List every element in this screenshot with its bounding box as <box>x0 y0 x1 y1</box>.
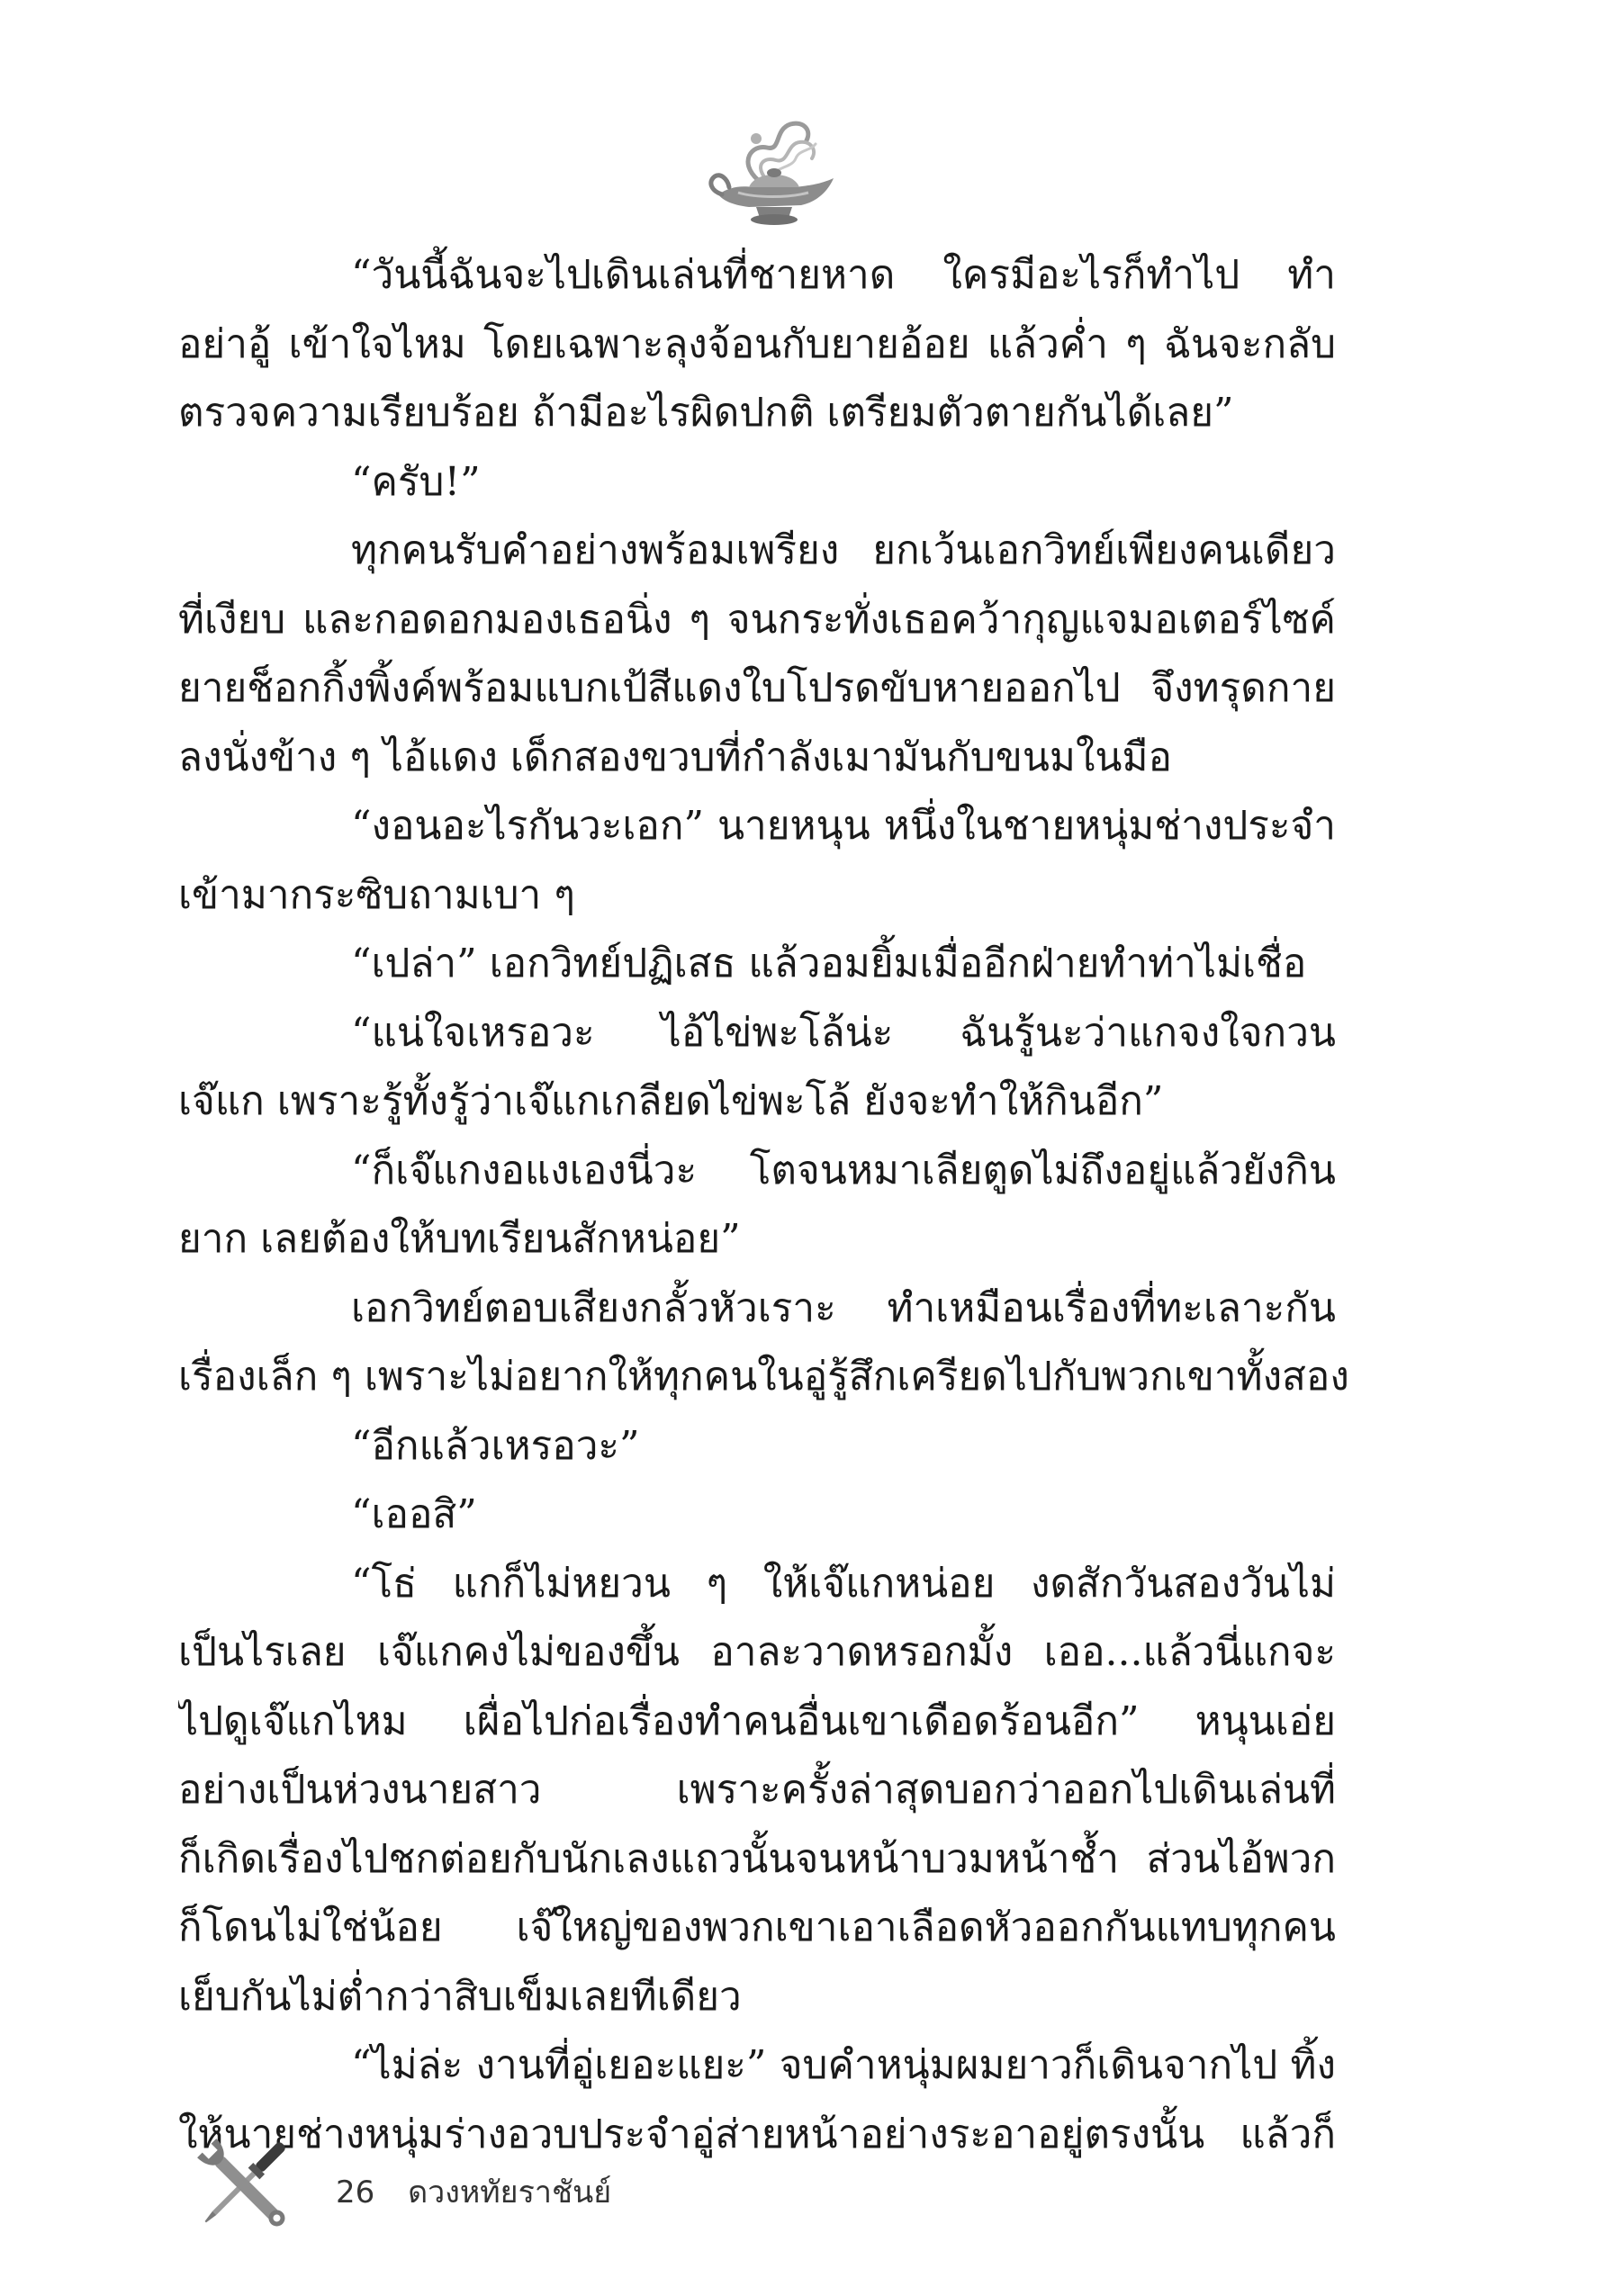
text-line: “เออสิ” <box>351 1491 477 1537</box>
text-line: “โธ่ แกก็ไม่หยวน ๆ ให้เจ๊แกหน่อย งดสักวันสองวันไม่ <box>351 1560 1336 1607</box>
text-line: “ครับ!” <box>351 458 481 505</box>
text-line: เจ๊แก เพราะรู้ทั้งรู้ว่าเจ๊แกเกลียดไข่พะโล้ ยังจะทำให้กินอีก” <box>178 1078 1164 1124</box>
text-line: เย็บกันไม่ต่ำกว่าสิบเข็มเลยทีเดียว <box>178 1973 742 2020</box>
body-text <box>178 241 1349 2169</box>
text-line: “วันนี้ฉันจะไปเดินเล่นที่ชายหาด ใครมีอะไรก็ทำไป ทำ <box>351 252 1336 298</box>
text-line: ทุกคนรับคำอย่างพร้อมเพรียง ยกเว้นเอกวิทย์เพียงคนเดียว <box>351 527 1336 573</box>
text-line: “แน่ใจเหรอวะ ไอ้ไข่พะโล้น่ะ ฉันรู้นะว่าแกจงใจกวน <box>351 1009 1336 1056</box>
text-line: ให้นายช่างหนุ่มร่างอวบประจำอู่ส่ายหน้าอย่างระอาอยู่ตรงนั้น แล้วก็ <box>178 2111 1336 2157</box>
text-line: “เปล่า” เอกวิทย์ปฏิเสธ แล้วอมยิ้มเมื่ออีกฝ่ายทำท่าไม่เชื่อ <box>351 941 1307 986</box>
text-line: เข้ามากระซิบถามเบา ๆ <box>178 871 575 918</box>
text-line: อย่างเป็นห่วงนายสาว เพราะครั้งล่าสุดบอกว่าออกไปเดินเล่นที่ <box>178 1767 1336 1813</box>
text-line: “ไม่ล่ะ งานที่อู่เยอะแยะ” จบคำหนุ่มผมยาวก็เดินจากไป ทิ้ง <box>351 2042 1336 2088</box>
text-line: ที่เงียบ และกอดอกมองเธอนิ่ง ๆ จนกระทั่งเธอคว้ากุญแจมอเตอร์ไซค์ <box>178 596 1336 643</box>
text-line: ก็เกิดเรื่องไปชกต่อยกับนักเลงแถวนั้นจนหน้าบวมหน้าช้ำ ส่วนไอ้พวก <box>178 1835 1336 1882</box>
page-number: 26 <box>336 2174 375 2210</box>
text-line: เรื่องเล็ก ๆ เพราะไม่อยากให้ทุกคนในอู่รู้สึกเครียดไปกับพวกเขาทั้งสอง <box>178 1354 1349 1400</box>
text-line: “อีกแล้วเหรอวะ” <box>351 1422 640 1469</box>
wrench-screwdriver-icon <box>185 2126 302 2243</box>
text-line: ลงนั่งข้าง ๆ ไอ้แดง เด็กสองขวบที่กำลังเมามันกับขนมในมือ <box>178 734 1172 780</box>
page-footer <box>185 2126 995 2243</box>
text-line: “งอนอะไรกันวะเอก” นายหนุน หนึ่งในชายหนุ่มช่างประจำ <box>351 803 1336 849</box>
text-line: ตรวจความเรียบร้อย ถ้ามีอะไรผิดปกติ เตรียมตัวตายกันได้เลย” <box>178 390 1234 436</box>
text-line: ยาก เลยต้องให้บทเรียนสักหน่อย” <box>178 1216 741 1262</box>
running-title: ดวงหทัยราชันย์ <box>408 2174 612 2210</box>
text-line: ไปดูเจ๊แกไหม เผื่อไปก่อเรื่องทำคนอื่นเขาเดือดร้อนอีก” หนุนเอ่ย <box>178 1697 1336 1744</box>
text-line: เอกวิทย์ตอบเสียงกลั้วหัวเราะ ทำเหมือนเรื่องที่ทะเลาะกัน <box>351 1284 1336 1331</box>
text-line: อย่าอู้ เข้าใจไหม โดยเฉพาะลุงจ้อนกับยายอ้อย แล้วค่ำ ๆ ฉันจะกลับ <box>178 320 1336 367</box>
text-line: ยายช็อกกิ้งพิ้งค์พร้อมแบกเป้สีแดงใบโปรดขับหายออกไป จึงทรุดกาย <box>178 665 1336 711</box>
text-line: เป็นไรเลย เจ๊แกคงไม่ของขึ้น อาละวาดหรอกมั้ง เออ...แล้วนี่แกจะ <box>178 1629 1336 1675</box>
text-line: ก็โดนไม่ใช่น้อย เจ๊ใหญ่ของพวกเขาเอาเลือดหัวออกกันแทบทุกคน <box>178 1904 1336 1950</box>
footer-text <box>336 2167 611 2216</box>
text-line: “ก็เจ๊แกงอแงเองนี่วะ โตจนหมาเลียตูดไม่ถึงอยู่แล้วยังกิน <box>351 1147 1336 1193</box>
magic-lamp-icon <box>702 108 846 234</box>
